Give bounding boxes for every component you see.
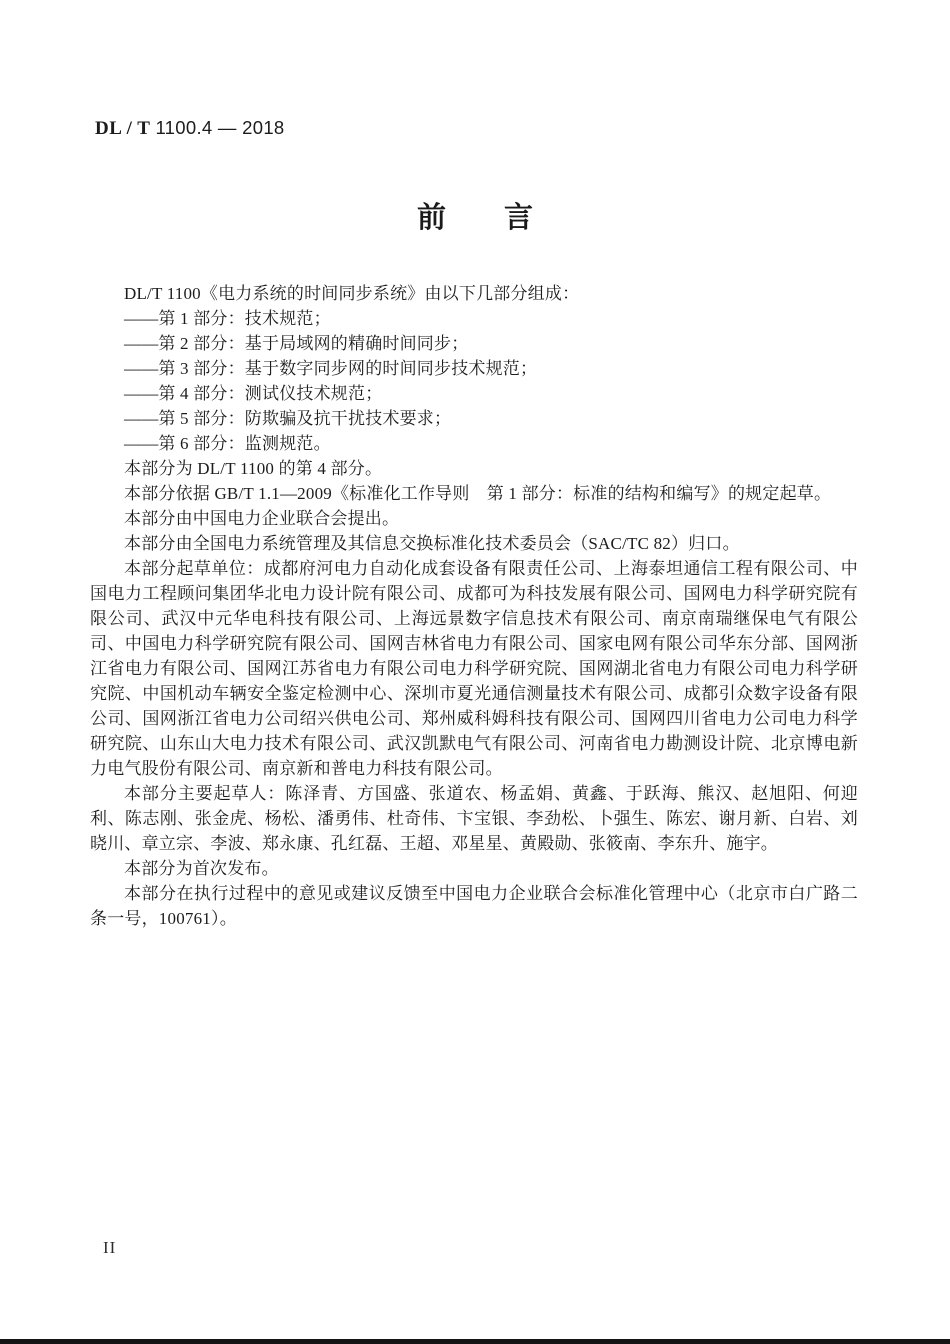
- paragraph: 本部分依据 GB/T 1.1—2009《标准化工作导则 第 1 部分：标准的结构和编写》的规定起草。: [124, 484, 832, 503]
- paragraph: 本部分为 DL/T 1100 的第 4 部分。: [124, 459, 383, 478]
- paragraph: ——第 2 部分：基于局域网的精确时间同步；: [124, 334, 469, 353]
- document-body: [90, 281, 858, 931]
- scan-edge-line: [0, 1339, 950, 1344]
- paragraph: ——第 5 部分：防欺骗及抗干扰技术要求；: [124, 409, 452, 428]
- standard-edition-year: 1100.4 — 2018: [155, 117, 285, 138]
- paragraph: ——第 3 部分：基于数字同步网的时间同步技术规范；: [124, 359, 538, 378]
- paragraph: 本部分在执行过程中的意见或建议反馈至中国电力企业联合会标准化管理中心（北京市白广路二条一号，100761）。: [90, 884, 858, 928]
- paragraph: ——第 1 部分：技术规范；: [124, 309, 331, 328]
- page-title: 前 言: [416, 202, 533, 234]
- paragraph: 本部分为首次发布。: [124, 859, 279, 878]
- paragraph: 本部分由全国电力系统管理及其信息交换标准化技术委员会（SAC/TC 82）归口。: [124, 534, 740, 553]
- paragraph: ——第 6 部分：监测规范。: [124, 434, 331, 453]
- paragraph: ——第 4 部分：测试仪技术规范；: [124, 384, 383, 403]
- standard-number-header: [95, 117, 285, 140]
- paragraph: 本部分起草单位：成都府河电力自动化成套设备有限责任公司、上海泰坦通信工程有限公司、中国电力工程顾问集团华北电力设计院有限公司、成都可为科技发展有限公司、国网电力科学研究院有限公司、武汉中元华电科技有限公司、上海远景数字信息技术有限公司、南京南瑞继保电气有限公司、中国电力科学研究院有限公司、国网吉林省电力有限公司、国家电网有限公司华东分部、国网浙江省电力有限公司、国网江苏省电力有限公司电力科学研究院、国网湖北省电力有限公司电力科学研究院、中国机动车辆安全鉴定检测中心、深圳市夏光通信测量技术有限公司、成都引众数字设备有限公司、国网浙江省电力公司绍兴供电公司、郑州威科姆科技有限公司、国网四川省电力公司电力科学研究院、山东山大电力技术有限公司、武汉凯默电气有限公司、河南省电力勘测设计院、北京博电新力电气股份有限公司、南京新和普电力科技有限公司。: [90, 559, 858, 778]
- paragraph: 本部分主要起草人：陈泽青、方国盛、张道农、杨孟娟、黄鑫、于跃海、熊汉、赵旭阳、何迎利、陈志刚、张金虎、杨松、潘勇伟、杜奇伟、卞宝银、李劲松、卜强生、陈宏、谢月新、白岩、刘晓川、章立宗、李波、郑永康、孔红磊、王超、邓星星、黄殿勋、张筱南、李东升、施宇。: [90, 784, 858, 853]
- paragraph: DL/T 1100《电力系统的时间同步系统》由以下几部分组成：: [124, 284, 580, 303]
- page-number: II: [103, 1238, 117, 1257]
- standard-code: DL / T: [95, 118, 151, 139]
- paragraph: 本部分由中国电力企业联合会提出。: [124, 509, 400, 528]
